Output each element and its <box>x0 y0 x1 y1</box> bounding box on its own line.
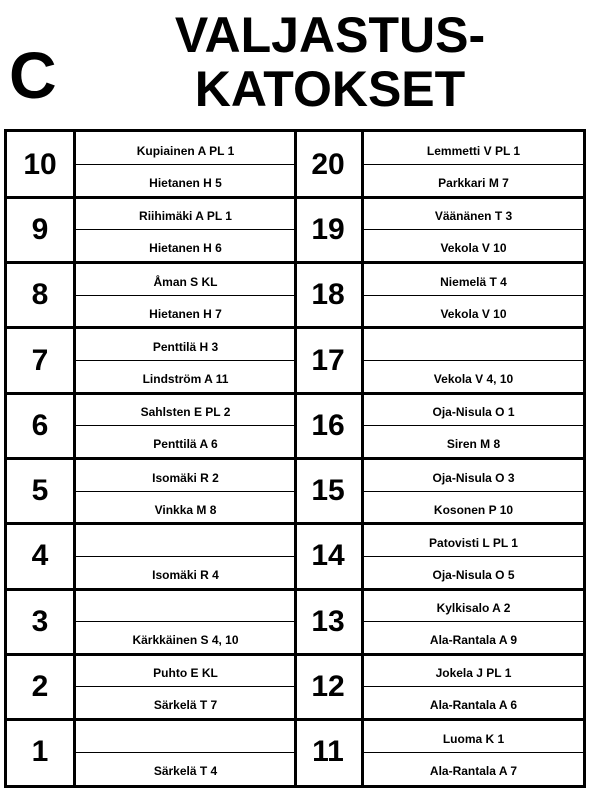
stall-name-top: Lemmetti V PL 1 <box>426 144 521 158</box>
name-divider <box>364 295 583 296</box>
name-divider <box>76 360 295 361</box>
stall-number: 17 <box>311 343 345 377</box>
column-divider <box>73 654 76 719</box>
stall-name-top: Penttilä H 3 <box>152 339 219 354</box>
name-divider <box>364 229 583 230</box>
column-divider <box>361 654 364 719</box>
stall-number: 20 <box>311 147 345 181</box>
stall-number: 8 <box>31 278 49 312</box>
stall-name-top: Kupiainen A PL 1 <box>136 144 235 158</box>
stall-name-bottom: Hietanen H 6 <box>149 241 222 256</box>
stall-name-top: Jokela J PL 1 <box>435 666 512 681</box>
stall-name-bottom: Vekola V 10 <box>440 241 507 256</box>
name-divider <box>364 491 583 492</box>
stall-number: 19 <box>311 212 345 246</box>
page-title <box>155 8 505 116</box>
stall-name-bottom: Kosonen P 10 <box>433 502 514 517</box>
stall-number: 15 <box>311 474 345 508</box>
stall-name-top: Oja-Nisula O 1 <box>432 405 515 420</box>
stall-name-top: Riihimäki A PL 1 <box>139 209 232 224</box>
stall-name-bottom: Siren M 8 <box>446 437 501 452</box>
center-divider <box>294 132 297 785</box>
name-divider <box>76 229 295 230</box>
name-divider <box>76 752 295 753</box>
column-divider <box>73 393 76 458</box>
column-divider <box>361 328 364 393</box>
name-divider <box>76 491 295 492</box>
column-divider <box>73 589 76 654</box>
name-divider <box>364 752 583 753</box>
stall-name-bottom: Ala-Rantala A 9 <box>429 633 518 648</box>
section-letter: C <box>9 38 57 112</box>
stall-name-bottom: Oja-Nisula O 5 <box>432 567 515 582</box>
stall-number: 12 <box>311 670 345 704</box>
stall-name-top: Kylkisalo A 2 <box>436 601 511 616</box>
stall-name-top: Sahlsten E PL 2 <box>140 405 231 420</box>
name-divider <box>76 686 295 687</box>
column-divider <box>361 263 364 328</box>
stall-name-top: Åman S KL <box>153 274 218 289</box>
stall-board <box>4 129 586 788</box>
stall-number: 5 <box>31 474 49 508</box>
stall-name-bottom: Särkelä T 4 <box>153 763 218 778</box>
column-divider <box>73 197 76 262</box>
stall-name-bottom: Isomäki R 4 <box>152 567 219 582</box>
column-divider <box>73 263 76 328</box>
stall-number: 10 <box>23 147 57 181</box>
name-divider <box>364 686 583 687</box>
name-divider <box>364 621 583 622</box>
stall-number: 1 <box>31 735 49 769</box>
column-divider <box>73 459 76 524</box>
column-divider <box>361 524 364 589</box>
stall-number: 2 <box>31 670 49 704</box>
column-divider <box>73 524 76 589</box>
column-divider <box>73 132 76 197</box>
column-divider <box>361 132 364 197</box>
name-divider <box>76 556 295 557</box>
stall-name-bottom: Hietanen H 5 <box>149 176 222 190</box>
stall-name-bottom: Hietanen H 7 <box>149 306 222 321</box>
stall-name-bottom: Kärkkäinen S 4, 10 <box>132 633 239 648</box>
column-divider <box>361 589 364 654</box>
stall-number: 7 <box>31 343 49 377</box>
stall-name-top: Puhto E KL <box>153 666 218 681</box>
stall-name-bottom: Ala-Rantala A 6 <box>429 698 518 713</box>
stall-number: 11 <box>312 735 344 769</box>
stall-name-bottom: Särkelä T 7 <box>153 698 218 713</box>
stall-name-top: Oja-Nisula O 3 <box>432 470 515 485</box>
stall-name-bottom: Vekola V 4, 10 <box>433 371 514 386</box>
stall-name-bottom: Ala-Rantala A 7 <box>429 763 518 778</box>
stall-number: 13 <box>311 604 345 638</box>
name-divider <box>364 360 583 361</box>
stall-name-top: Isomäki R 2 <box>152 470 219 485</box>
stall-name-bottom: Vinkka M 8 <box>154 502 217 517</box>
name-divider <box>364 425 583 426</box>
column-divider <box>361 720 364 785</box>
stall-number: 14 <box>311 539 345 573</box>
name-divider <box>76 295 295 296</box>
name-divider <box>76 425 295 426</box>
column-divider <box>73 328 76 393</box>
title-line-1: VALJASTUS- <box>174 7 486 63</box>
column-divider <box>73 720 76 785</box>
stall-number: 16 <box>311 408 345 442</box>
name-divider <box>76 621 295 622</box>
stall-name-bottom: Penttilä A 6 <box>153 437 218 452</box>
column-divider <box>361 197 364 262</box>
stall-number: 6 <box>31 408 49 442</box>
stall-name-bottom: Parkkari M 7 <box>438 176 509 190</box>
stall-number: 4 <box>31 539 49 573</box>
name-divider <box>364 556 583 557</box>
column-divider <box>361 393 364 458</box>
stall-number: 3 <box>31 604 49 638</box>
stall-name-top: Patovisti L PL 1 <box>429 535 518 550</box>
stall-number: 9 <box>31 212 49 246</box>
stall-name-bottom: Lindström A 11 <box>142 371 229 386</box>
stall-name-top: Niemelä T 4 <box>440 274 507 289</box>
column-divider <box>361 459 364 524</box>
stall-name-top: Luoma K 1 <box>442 731 505 746</box>
stall-name-bottom: Vekola V 10 <box>440 306 507 321</box>
name-divider <box>364 164 583 165</box>
name-divider <box>76 164 295 165</box>
stall-number: 18 <box>311 278 345 312</box>
title-line-2: KATOKSET <box>194 61 466 117</box>
stall-name-top: Väänänen T 3 <box>434 209 513 224</box>
